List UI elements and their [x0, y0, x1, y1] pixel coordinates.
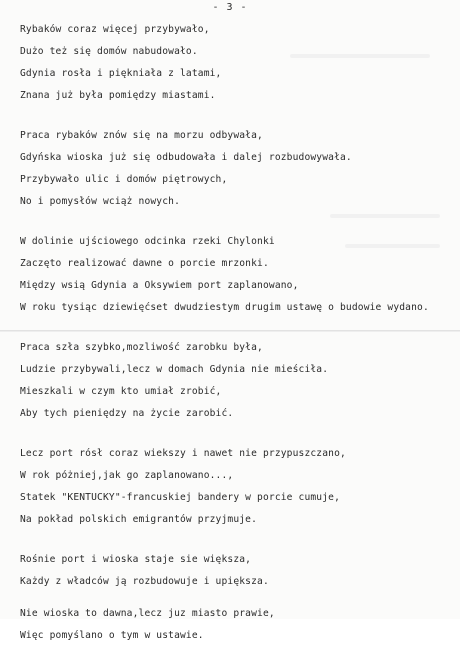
poem-line: W roku tysiąc dziewięćset dwudziestym drugim ustawę o budowie wydano.	[20, 302, 429, 313]
stanza	[20, 231, 456, 319]
poem-line: Każdy z władców ją rozbudowuje i upiększa.	[20, 576, 269, 587]
page-number: - 3 -	[212, 2, 248, 13]
poem-body	[20, 19, 456, 665]
poem-line: Praca szła szybko,mozliwość zarobku była,	[20, 342, 263, 353]
poem-line: Gdyńska wioska już się odbudowała i dalej rozbudowywała.	[20, 152, 352, 163]
poem-line: No i pomysłów wciąż nowych.	[20, 196, 180, 207]
poem-line: Lecz port rósł coraz wiekszy i nawet nie przypuszczano,	[20, 448, 346, 459]
stanza	[20, 125, 456, 213]
poem-line: Praca rybaków znów się na morzu odbywała,	[20, 130, 263, 141]
poem-line: W rok póżniej,jak go zaplanowano...,	[20, 470, 234, 481]
poem-line: Dużo też się domów nabudowało.	[20, 46, 198, 57]
stanza	[20, 443, 456, 531]
poem-line: Nie wioska to dawna,lecz juz miasto prawie,	[20, 608, 275, 619]
poem-line: Gdynia rosła i piękniała z latami,	[20, 68, 222, 79]
poem-line: Między wsią Gdynia a Oksywiem port zaplanowano,	[20, 280, 299, 291]
poem-line: Znana już była pomiędzy miastami.	[20, 90, 216, 101]
poem-line: Więc pomyślano o tym w ustawie.	[20, 630, 204, 641]
poem-line: Statek "KENTUCKY"-francuskiej bandery w porcie cumuje,	[20, 492, 340, 503]
poem-line: Przybywało ulic i domów piętrowych,	[20, 174, 228, 185]
poem-line: W dolinie ujściowego odcinka rzeki Chylonki	[20, 236, 275, 247]
poem-line: Mieszkali w czym kto umiał zrobić,	[20, 386, 222, 397]
stanza	[20, 603, 456, 647]
poem-line: Zaczęto realizować dawne o porcie mrzonki.	[20, 258, 269, 269]
stanza	[20, 549, 456, 593]
poem-line: Rośnie port i wioska staje sie większa,	[20, 554, 252, 565]
stanza	[20, 19, 456, 107]
poem-line: Ludzie przybywali,lecz w domach Gdynia nie mieściła.	[20, 364, 329, 375]
poem-line: Rybaków coraz więcej przybywało,	[20, 24, 210, 35]
stanza	[20, 337, 456, 425]
poem-line: Na pokład polskich emigrantów przyjmuje.	[20, 514, 258, 525]
poem-line: Aby tych pieniędzy na życie zarobić.	[20, 408, 234, 419]
